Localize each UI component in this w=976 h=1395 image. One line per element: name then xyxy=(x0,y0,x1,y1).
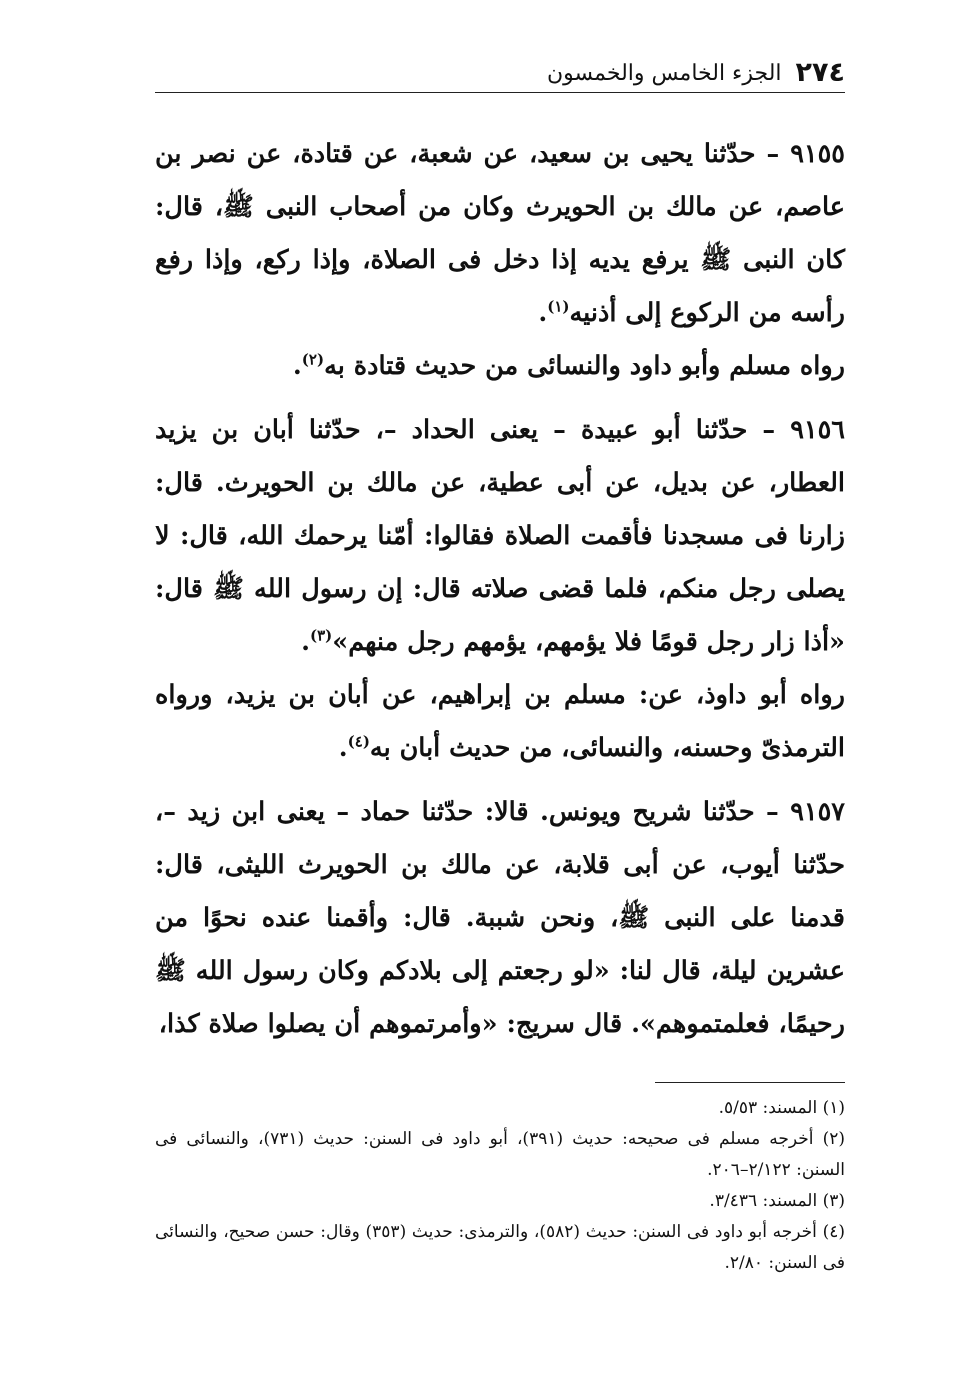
paragraph-text: ٩١٥٧ – حدّثنا شريح ويونس. قالا: حدّثنا حماد – يعنى ابن زيد –، حدّثنا أيوب، عن أبى قلابة، عن مالك بن الحويرث الليثى، قال: قدمنا على النبى ﷺ، ونحن شببة. قال: وأقمنا عنده نحوًا من عشرين ليلة، قال لنا: «لو رجعتم إلى بلادكم وكان رسول الله ﷺ رحيمًا، فعلمتموهم». قال سريج: «وأمرتموهم أن يصلوا صلاة كذا، xyxy=(155,797,845,1039)
footnote-1: (١) المسند: ٥/٥٣. xyxy=(718,1098,845,1118)
main-text xyxy=(155,128,845,1051)
page-header xyxy=(155,52,845,93)
takhrij-9155 xyxy=(155,340,845,393)
hadith-9157 xyxy=(155,786,845,1051)
page-number: ٢٧٤ xyxy=(795,57,845,88)
paragraph-end: . xyxy=(292,351,302,381)
footnotes xyxy=(155,1093,845,1279)
footnote-2: (٢) أخرجه مسلم فى صحيحه: حديث (٣٩١)، أبو داود فى السنن: حديث (٧٣١)، والنسائى فى السنن: ٢/١٢٢–٢٠٦. xyxy=(155,1129,845,1180)
footnote-ref: (١) xyxy=(547,297,570,316)
hadith-9156 xyxy=(155,404,845,669)
footnote-ref: (٢) xyxy=(301,350,325,369)
paragraph-end: . xyxy=(538,298,548,328)
paragraph-text: ٩١٥٥ – حدّثنا يحيى بن سعيد، عن شعبة، عن قتادة، عن نصر بن عاصم، عن مالك بن الحويرث وكان من أصحاب النبى ﷺ، قال: كان النبى ﷺ يرفع يديه إذا دخل فى الصلاة، وإذا ركع، وإذا رفع رأسه من الركوع إلى أذنيه xyxy=(155,139,845,328)
paragraph-end: . xyxy=(338,733,348,763)
footnote-ref: (٣) xyxy=(309,626,333,645)
footnote-4: (٤) أخرجه أبو داود فى السنن: حديث (٥٨٢)، والترمذى: حديث (٣٥٣) وقال: حسن صحيح، والنسائى فى السنن: ٢/٨٠. xyxy=(155,1222,845,1273)
footnote-3: (٣) المسند: ٣/٤٣٦. xyxy=(709,1191,845,1211)
paragraph-text: رواه مسلم وأبو داود والنسائى من حديث قتادة به xyxy=(324,351,845,381)
paragraph-text: رواه أبو داوذ، عن: مسلم بن إبراهيم، عن أبان بن يزيد، ورواه الترمذىّ وحسنه، والنسائى، من حديث أبان به xyxy=(155,680,845,763)
footnote-separator xyxy=(655,1082,845,1083)
paragraph-text: ٩١٥٦ – حدّثنا أبو عبيدة – يعنى الحداد –، حدّثنا أبان بن يزيد العطار، عن بديل، عن أبى عطية، عن مالك بن الحويرث. قال: زارنا فى مسجدنا فأقمت الصلاة فقالوا: أمّنا يرحمك الله، قال: لا يصلى رجل منكم، فلما قضى صلاته قال: إن رسول الله ﷺ قال: «أذا زار رجل قومًا فلا يؤمهم، يؤمهم رجل منهم» xyxy=(155,415,845,657)
hadith-9155 xyxy=(155,128,845,340)
takhrij-9156 xyxy=(155,669,845,775)
paragraph-end: . xyxy=(301,627,310,657)
running-title: الجزء الخامس والخمسون xyxy=(547,61,782,86)
footnote-ref: (٤) xyxy=(347,732,370,751)
